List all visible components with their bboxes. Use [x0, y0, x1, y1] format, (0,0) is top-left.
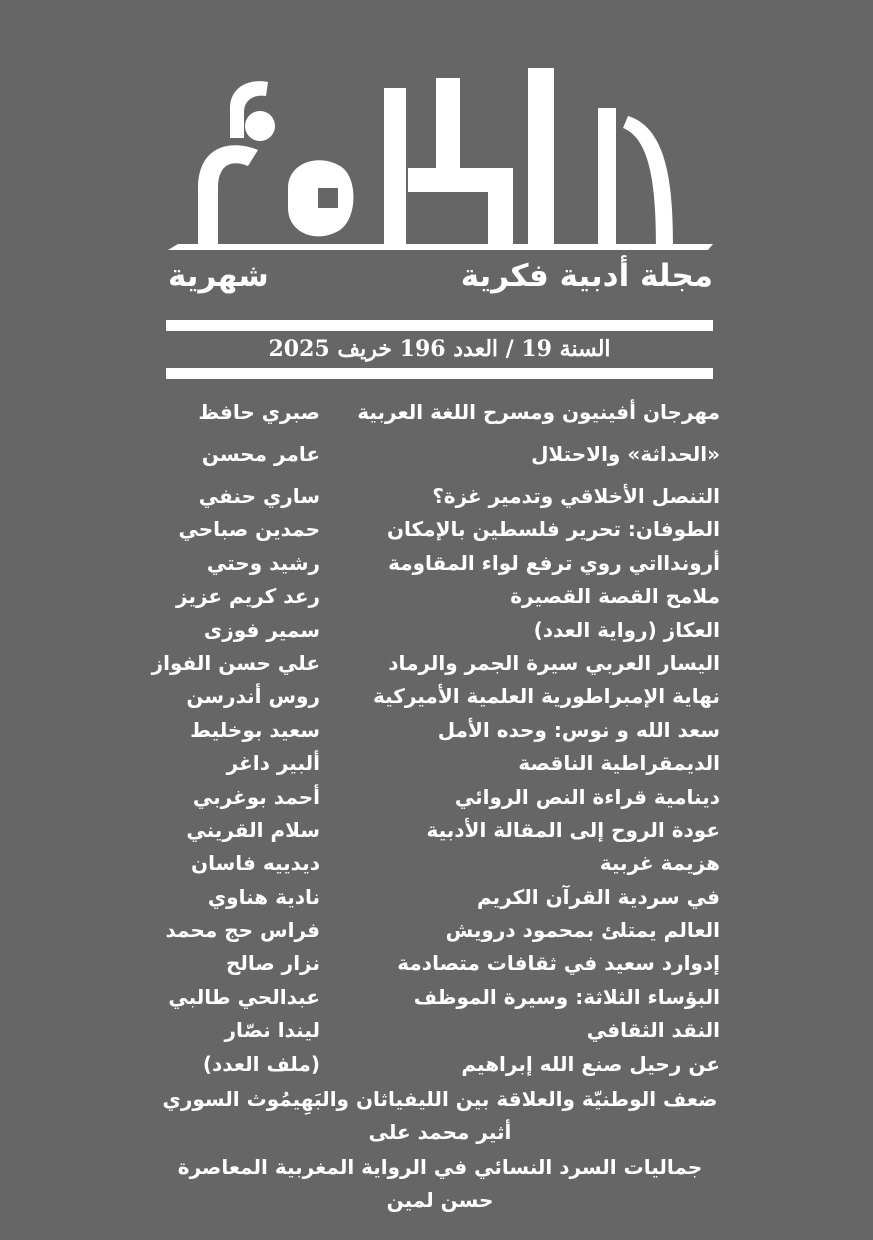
magazine-subtitle: مجلة أدبية فكرية: [460, 258, 713, 294]
extra-title-2: جماليات السرد النسائي في الرواية المغربية المعاصرة: [177, 1155, 703, 1179]
toc-author: نادية هناوي: [207, 884, 320, 909]
toc-entry: [150, 949, 730, 982]
toc-entry: [150, 398, 730, 440]
toc-author: ألبير داغر: [226, 751, 320, 776]
toc-entry: [150, 849, 730, 882]
top-rule: [166, 320, 713, 331]
toc-entry: [150, 682, 730, 715]
toc-title: الطوفان: تحرير فلسطين بالإمكان: [386, 517, 720, 542]
toc-entry: [150, 1016, 730, 1049]
toc-entry: [150, 716, 730, 749]
toc-title: هزيمة غربية: [599, 851, 720, 876]
extra-title-1: ضعف الوطنيّة والعلاقة بين الليفياثان والبَهِيمُوث السوري: [162, 1087, 718, 1111]
toc-author: (ملف العدد): [202, 1051, 320, 1076]
issue-line: السنة 19 / العدد 196 خريف 2025: [268, 336, 611, 362]
toc-author: عبدالحي طالبي: [168, 984, 320, 1009]
toc-author: روس أندرسن: [186, 684, 320, 709]
toc-author: علي حسن الفواز: [151, 650, 320, 675]
toc-author: سلام القريني: [186, 817, 320, 842]
toc-entry: [150, 816, 730, 849]
toc-title: اليسار العربي سيرة الجمر والرماد: [388, 650, 720, 675]
toc-entry: [150, 616, 730, 649]
toc-title: العالم يمتلئ بمحمود درويش: [445, 918, 720, 943]
toc-author: سعيد بوخليط: [190, 717, 320, 742]
toc-author: رعد كريم عزيز: [176, 584, 320, 609]
toc-title: مهرجان أفينيون ومسرح اللغة العربية: [357, 400, 720, 424]
toc-author: سمير فوزى: [203, 617, 320, 642]
bottom-rule: [166, 368, 713, 379]
toc-title: عن رحيل صنع الله إبراهيم: [461, 1051, 720, 1076]
toc-author: رشيد وحتي: [206, 550, 320, 575]
toc-author: ساري حنفي: [198, 484, 320, 508]
toc-title: «الحداثة» والاحتلال: [531, 442, 720, 466]
toc-entry: [150, 582, 730, 615]
toc-entry: [150, 549, 730, 582]
toc-title: نهاية الإمبراطورية العلمية الأميركية: [372, 684, 720, 709]
toc-title: في سردية القرآن الكريم: [477, 884, 720, 909]
toc-title: دينامية قراءة النص الروائي: [454, 784, 720, 809]
toc-title: إدوارد سعيد في ثقافات متصادمة: [397, 951, 720, 976]
toc-title: التنصل الأخلاقي وتدمير غزة؟: [432, 484, 720, 508]
toc-title: عودة الروح إلى المقالة الأدبية: [426, 817, 720, 842]
toc-entry: [150, 1050, 730, 1083]
toc-author: نزار صالح: [225, 951, 320, 976]
toc-author: فراس حج محمد: [165, 918, 320, 943]
toc-title: النقد الثقافي: [586, 1018, 720, 1043]
toc-entry: [150, 916, 730, 949]
toc-title: ملامح القصة القصيرة: [510, 584, 720, 609]
magazine-frequency: شهرية: [168, 258, 269, 294]
toc-title: الديمقراطية الناقصة: [518, 751, 720, 776]
toc-author: ديدييه فاسان: [191, 851, 320, 876]
toc-entry: [150, 482, 730, 515]
toc-entry: [150, 983, 730, 1016]
toc-entry: [150, 883, 730, 916]
toc-author: حمدين صباحي: [178, 517, 320, 542]
table-of-contents: [150, 398, 730, 1083]
toc-title: أروندااتي روي ترفع لواء المقاومة: [388, 550, 720, 575]
toc-title: سعد الله و نوس: وحده الأمل: [437, 717, 720, 742]
toc-entry: [150, 515, 730, 548]
toc-title: العكاز (رواية العدد): [533, 617, 720, 642]
toc-author: صبري حافظ: [198, 400, 320, 424]
toc-entry: [150, 783, 730, 816]
extra-author-1: أثير محمد على: [368, 1120, 512, 1144]
toc-author: ليندا نصّار: [224, 1018, 320, 1043]
extra-author-2: حسن لمين: [386, 1188, 494, 1212]
toc-author: عامر محسن: [201, 442, 320, 466]
toc-entry: [150, 749, 730, 782]
toc-entry: [150, 440, 730, 482]
toc-entry: [150, 649, 730, 682]
toc-author: أحمد بوغربي: [192, 784, 320, 809]
toc-title: البؤساء الثلاثة: وسيرة الموظف: [413, 984, 720, 1009]
masthead-subtitle: [168, 256, 713, 296]
